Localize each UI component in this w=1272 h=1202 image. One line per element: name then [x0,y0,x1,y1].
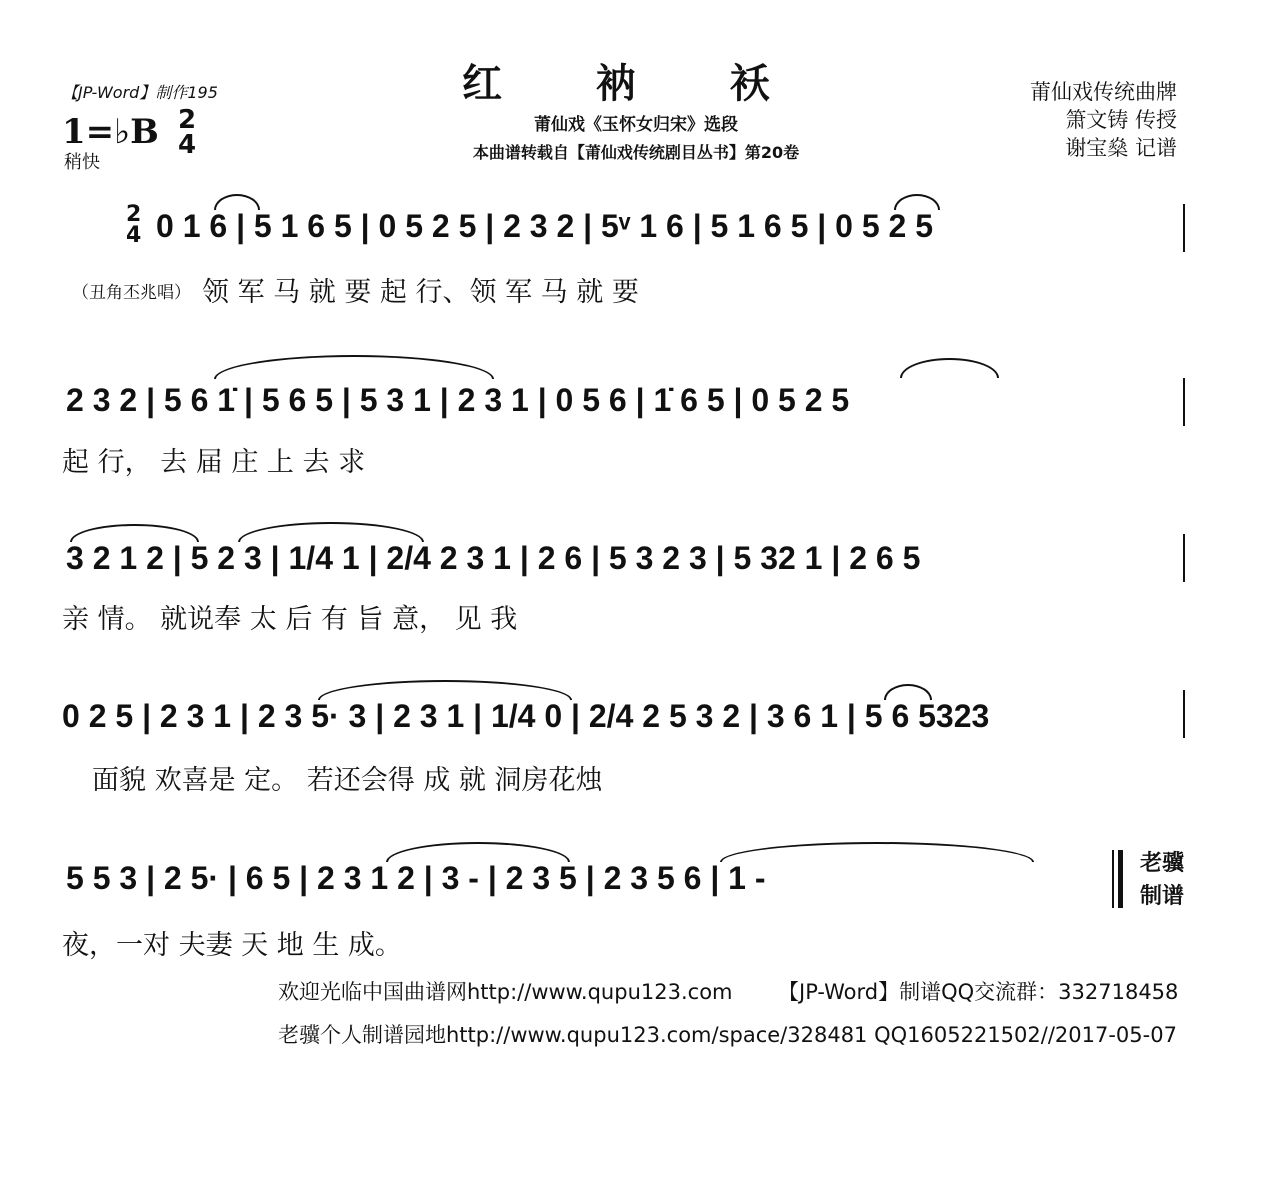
arranger-role: 制谱 [1139,884,1184,909]
row3-notes: 3 2 1 2 | 5 2 3 | 1/4 1 | 2/4 2 3 1 | 2 6 | 5 3 2 3 | 5 32 1 | 2 6 5 [66,540,921,576]
tempo-marking: 稍快 [64,152,100,173]
row1-time-bottom: 4 [126,222,142,248]
row4-end-barline [1183,690,1185,738]
row3-lyrics: 亲 情。 就说奉 太 后 有 旨 意， 见 我 [62,604,518,635]
final-barline-thick [1118,850,1123,908]
slur [318,680,572,700]
slur [386,842,570,862]
arranger-name: 老骥 [1139,851,1184,876]
source-note: 本曲谱转载自【莆仙戏传统剧目丛书】第20卷 [472,143,800,162]
origin-label: 莆仙戏传统曲牌 [1030,80,1177,104]
slur [900,358,999,378]
row1-time-top: 2 [126,202,142,227]
slur [884,684,932,700]
subtitle: 莆仙戏《玉怀女归宋》选段 [534,115,738,135]
row1-time-signature [126,202,142,248]
row2-end-barline [1183,378,1185,426]
footer-personal-site[interactable]: 老骥个人制谱园地http://www.qupu123.com/space/328481 QQ1605221502//2017-05-07 [278,1023,1177,1047]
singer-role: （丑角丕兆唱） [72,283,191,303]
arranger-label [1140,847,1184,913]
recorder-label: 谢宝燊 记谱 [1065,136,1177,160]
row2-lyrics: 起 行， 去 届 庄 上 去 求 [62,447,366,478]
row4-notes: 0 2 5 | 2 3 1 | 2 3 5· 3 | 2 3 1 | 1/4 0 | 2/4 2 5 3 2 | 3 6 1 | 5 6 5323 [62,698,990,734]
footer-qq-group: 【JP-Word】制谱QQ交流群：332718458 [778,980,1179,1004]
song-title: 红 衲 袄 [462,60,810,107]
software-credit: 【JP-Word】制作195 [62,83,218,102]
row2-notes: 2 3 2 | 5 6 1̇ | 5 6 5 | 5 3 1 | 2 3 1 | 0 5 6 | 1̇ 6 5 | 0 5 2 5 [66,382,850,418]
row5-notes: 5 5 3 | 2 5· | 6 5 | 2 3 1 2 | 3 - | 2 3 5 | 2 3 5 6 | 1 - [66,860,766,896]
slur [720,842,1034,862]
row1-lyrics: 领 军 马 就 要 起 行、领 军 马 就 要 [202,277,639,308]
slur [894,194,940,210]
slur [238,522,424,542]
row4-lyrics: 面貌 欢喜是 定。 若还会得 成 就 洞房花烛 [92,765,603,796]
row1-notes: 0 1 6 | 5 1 6 5 | 0 5 2 5 | 2 3 2 | 5ᵛ 1 6 | 5 1 6 5 | 0 5 2 5 [156,208,933,244]
time-bottom: 4 [178,129,197,160]
key-signature: 1=♭B [62,112,159,152]
row3-end-barline [1183,534,1185,582]
final-barline-thin [1112,850,1114,908]
time-top: 2 [178,105,197,135]
row1-end-barline [1183,204,1185,252]
time-signature [178,105,197,160]
teacher-label: 箫文铸 传授 [1065,108,1177,132]
slur [70,524,199,542]
slur [214,355,494,379]
row5-lyrics: 夜，一对 夫妻 天 地 生 成。 [62,930,402,961]
footer-site[interactable]: 欢迎光临中国曲谱网http://www.qupu123.com [278,980,733,1004]
slur [214,194,260,210]
